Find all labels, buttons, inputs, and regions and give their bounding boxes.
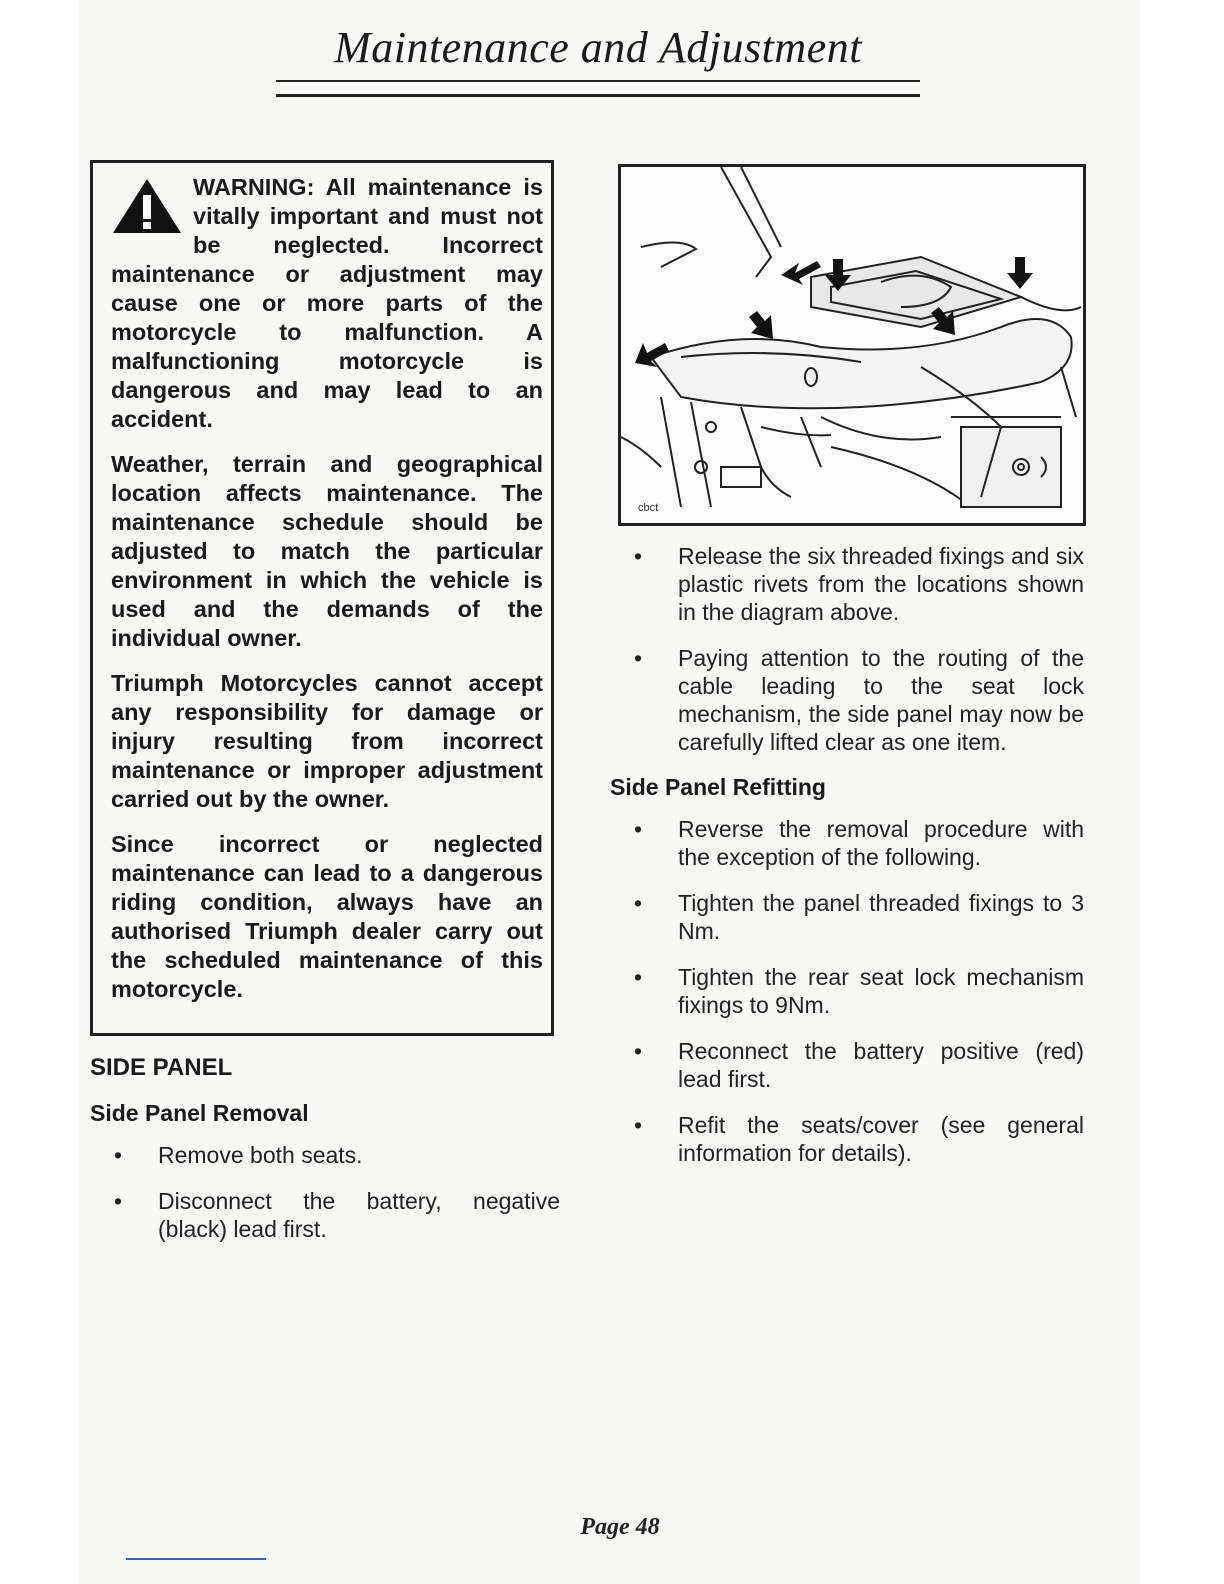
removal-steps-continued: [610, 542, 1084, 756]
step-text: Refit the seats/cover (see general information for details).: [678, 1112, 1084, 1166]
warning-text-1: WARNING: All maintenance is vitally important and must not be neglected. Incorrect maintenance or adjustment may cause one or more parts of the motorcycle to malfunction. A malfunctioning motorcycle is dangerous and may lead to an accident.: [111, 174, 543, 432]
list-item: [90, 1141, 560, 1169]
bullet-icon: •: [114, 1142, 123, 1168]
list-item: [610, 1111, 1084, 1167]
warning-paragraph-3: Triumph Motorcycles cannot accept any responsibility for damage or injury resulting from incorrect maintenance or improper adjustment carried out by the owner.: [111, 670, 543, 812]
list-item: [610, 889, 1084, 945]
bullet-icon: •: [634, 890, 643, 916]
figure-code: cbct: [638, 502, 659, 514]
removal-steps: [90, 1141, 560, 1243]
step-text: Reverse the removal procedure with the exception of the following.: [678, 816, 1084, 870]
side-panel-diagram: [618, 164, 1086, 526]
subheading-removal: Side Panel Removal: [90, 1100, 309, 1126]
left-column: [90, 1054, 560, 1261]
bullet-icon: •: [634, 645, 643, 671]
bullet-icon: •: [634, 1038, 643, 1064]
section-heading-side-panel: SIDE PANEL: [90, 1054, 233, 1081]
page-number: Page 48: [580, 1514, 660, 1540]
bullet-icon: •: [634, 1112, 643, 1138]
step-text: Paying attention to the routing of the cable leading to the seat lock mechanism, the side panel may now be carefully lifted clear as one item.: [678, 645, 1084, 755]
page-title: Maintenance and Adjustment: [334, 23, 862, 72]
warning-paragraph-1: [111, 173, 543, 434]
list-item: [610, 542, 1084, 626]
step-text: Remove both seats.: [158, 1142, 363, 1168]
step-text: Tighten the rear seat lock mechanism fixings to 9Nm.: [678, 964, 1084, 1018]
refitting-steps: [610, 815, 1084, 1167]
list-item: [610, 963, 1084, 1019]
bullet-icon: •: [114, 1188, 123, 1214]
warning-triangle-icon: [111, 177, 183, 235]
step-text: Release the six threaded fixings and six plastic rivets from the locations shown in the diagram above.: [678, 543, 1084, 625]
list-item: [610, 815, 1084, 871]
bullet-icon: •: [634, 543, 643, 569]
footer-mark: [126, 1558, 266, 1560]
list-item: [610, 1037, 1084, 1093]
step-text: Disconnect the battery, negative (black) lead first.: [158, 1188, 560, 1242]
list-item: [90, 1187, 560, 1243]
warning-box: [90, 160, 554, 1036]
warning-paragraph-4: Since incorrect or neglected maintenance can lead to a dangerous riding condition, always have an authorised Triumph dealer carry out the scheduled maintenance of this motorcycle.: [111, 831, 543, 1002]
step-text: Reconnect the battery positive (red) lead first.: [678, 1038, 1084, 1092]
subheading-refitting: Side Panel Refitting: [610, 774, 826, 800]
step-text: Tighten the panel threaded fixings to 3 Nm.: [678, 890, 1084, 944]
diagram-drawing: [621, 167, 1083, 523]
bullet-icon: •: [634, 964, 643, 990]
bullet-icon: •: [634, 816, 643, 842]
list-item: [610, 644, 1084, 756]
title-rule-thin: [276, 80, 920, 82]
warning-paragraph-2: Weather, terrain and geographical location affects maintenance. The maintenance schedule should be adjusted to match the particular environment in which the vehicle is used and the demands of the individual owner.: [111, 451, 543, 651]
title-rule-thick: [276, 94, 920, 97]
right-column: [610, 542, 1084, 1185]
